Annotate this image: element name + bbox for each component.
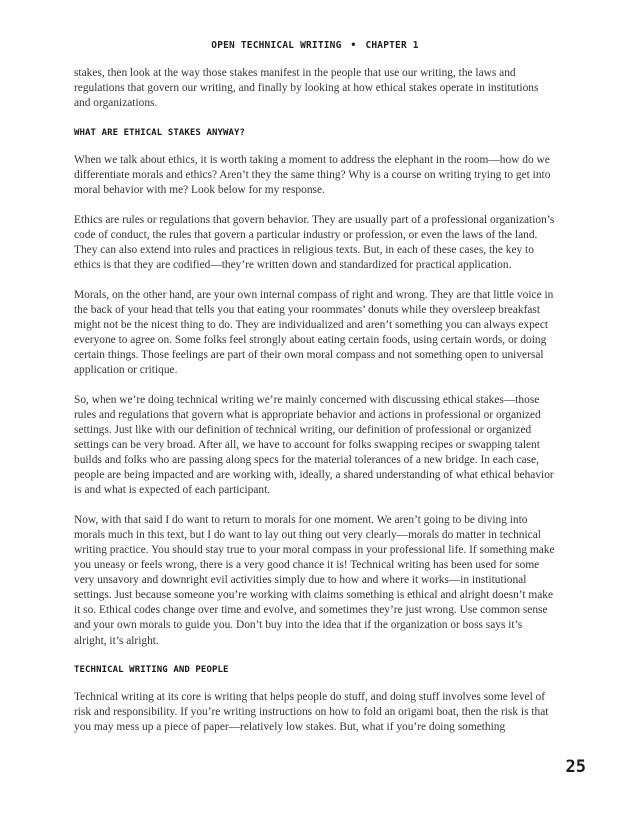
paragraph: Technical writing at its core is writing that helps people do stuff, and doing stuff involves some level of risk and responsibility. If you’re writing instructions on how to fold an origami boat, then the risk is that you may mess up a piece of paper—relatively low stakes. But, what if you’re doing something	[74, 691, 549, 734]
section-heading-technical-writing-and-people: TECHNICAL WRITING AND PEOPLE	[74, 665, 229, 676]
paragraph: When we talk about ethics, it is worth taking a moment to address the elephant in the room—how do we differentiate morals and ethics? Aren’t they the same thing? Why is a course on writing trying to get into moral behavior with me? Look below for my response.	[74, 153, 551, 197]
paragraph: Ethics are rules or regulations that govern behavior. They are usually part of a professional organization’s code of conduct, the rules that govern a particular industry or profession, or even the laws of the land. They can also extend into rules and practices in religious texts. But, in each of these cases, the key to ethics is that they are codified—they’re written down and standardized for practical application.	[74, 213, 555, 271]
paragraph: So, when we’re doing technical writing we’re mainly concerned with discussing ethical stakes—those rules and regulations that govern what is appropriate behavior and actions in professional or organized settings. Just like with our definition of technical writing, our definition of professional or organized settings can be very broad. After all, we have to account for folks swapping recipes or swapping talent builds and folks who are passing along specs for the material tolerances of a new bridge. In each case, people are being impacted and are working with, ideally, a shared understanding of what ethical behavior is and what is expected of each participant.	[74, 393, 554, 497]
section-heading-ethical-stakes: WHAT ARE ETHICAL STAKES ANYWAY?	[74, 127, 246, 138]
header-separator: •	[350, 40, 357, 51]
paragraph: Morals, on the other hand, are your own internal compass of right and wrong. They are that little voice in the back of your head that tells you that eating your roommates’ donuts while they oversleep breakfast might not be the nicest thing to do. They are individualized and aren’t something you can always expect everyone to agree on. Some folks feel strongly about eating certain foods, using certain words, or doing certain things. Those feelings are part of their own moral compass and not something open to universal application or critique.	[74, 288, 554, 376]
running-header	[0, 40, 630, 51]
header-chapter: CHAPTER 1	[365, 40, 419, 51]
intro-paragraph: stakes, then look at the way those stakes manifest in the people that use our writing, the laws and regulations that govern our writing, and finally by looking at how ethical stakes operate in institutions and organizations.	[74, 67, 539, 110]
body-text	[74, 66, 556, 750]
page-number: 25	[565, 757, 586, 777]
header-book-title: OPEN TECHNICAL WRITING	[211, 40, 342, 51]
paragraph: Now, with that said I do want to return to morals for one moment. We aren’t going to be diving into morals much in this text, but I do want to lay out thing out very clearly—morals do matter in technical writing practice. You should stay true to your moral compass in your professional life. If something make you uneasy or feels wrong, there is a very good chance it is! Technical writing has been used for some very unsavory and downright evil activities simply due to how and where it works—in institutional settings. Just because someone you’re working with claims something is ethical and alright doesn’t make it so. Ethical codes change over time and evolve, and sometimes they’re just wrong. Use common sense and your own morals to guide you. Don’t buy into the idea that if the organization or boss says it’s alright, it’s alright.	[74, 513, 555, 647]
